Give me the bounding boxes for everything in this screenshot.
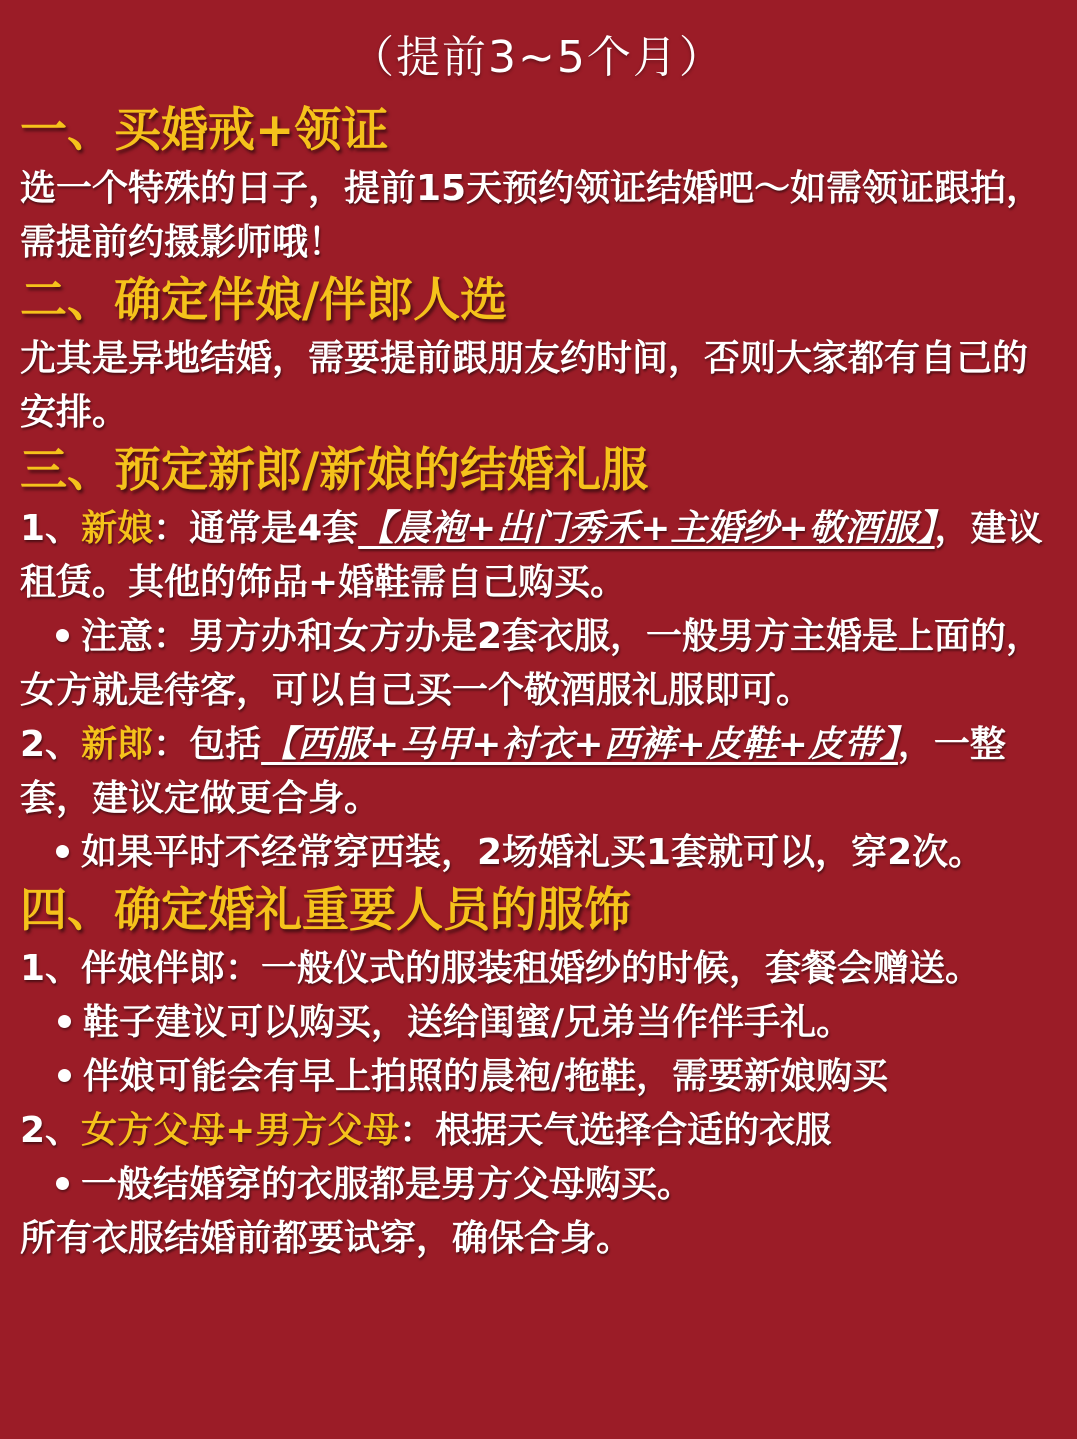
bullet-dot-icon [58,1069,71,1082]
section-heading-3: 三、预定新郎/新娘的结婚礼服 [20,443,649,498]
robe-bullet-text: 伴娘可能会有早上拍照的晨袍/拖鞋，需要新娘购买 [83,1056,889,1097]
shoes-bullet [20,996,1055,1050]
bullet-dot-icon [58,1015,71,1028]
section-heading-4: 四、确定婚礼重要人员的服饰 [20,883,631,938]
groom-outfit-list: 【西服+马甲+衬衣+西裤+皮鞋+皮带】 [261,724,898,765]
groom-item-prefix: 2、 [20,724,82,765]
robe-bullet [20,1050,1055,1104]
parents-label: 女方父母+男方父母 [81,1110,400,1151]
groom-label: 新郎 [81,724,154,765]
parents-bullet [20,1158,1055,1212]
section-heading-1: 一、买婚戒+领证 [20,103,389,158]
bullet-dot-icon [56,845,69,858]
parents-item-prefix: 2、 [20,1110,82,1151]
bride-note-text: 注意：男方办和女方办是2套衣服，一般男方主婚是上面的，女方就是待客，可以自己买一个敬酒服礼服即可。 [20,616,1043,711]
bride-item-prefix: 1、 [20,508,82,549]
parents-item [20,1104,1055,1158]
groom-item-mid: ：包括 [153,724,262,765]
bride-note-bullet [20,610,1055,718]
groom-note-text: 如果平时不经常穿西装，2场婚礼买1套就可以，穿2次。 [81,832,985,873]
bride-attire-item [20,502,1055,610]
bridesmaid-groomsman-item: 1、伴娘伴郎：一般仪式的服装租婚纱的时候，套餐会赠送。 [20,948,982,989]
page-title: （提前3~5个月） [350,32,725,83]
parents-item-suffix: ：根据天气选择合适的衣服 [399,1110,832,1151]
section-heading-2: 二、确定伴娘/伴郎人选 [20,273,508,328]
bullet-dot-icon [56,629,69,642]
section-2-text: 尤其是异地结婚，需要提前跟朋友约时间，否则大家都有自己的安排。 [20,338,1029,433]
bullet-dot-icon [56,1177,69,1190]
closing-note: 所有衣服结婚前都要试穿，确保合身。 [20,1218,633,1259]
bride-item-mid: ：通常是4套 [153,508,359,549]
bride-label: 新娘 [81,508,154,549]
groom-item-suffix: ，一整套，建议定做更合身。 [20,724,1006,819]
shoes-bullet-text: 鞋子建议可以购买，送给闺蜜/兄弟当作伴手礼。 [83,1002,853,1043]
bride-outfit-list: 【晨袍+出门秀禾+主婚纱+敬酒服】 [358,508,935,549]
groom-note-bullet [20,826,1055,880]
parents-bullet-text: 一般结婚穿的衣服都是男方父母购买。 [81,1164,694,1205]
groom-attire-item [20,718,1055,826]
section-1-text: 选一个特殊的日子，提前15天预约领证结婚吧～如需领证跟拍，需提前约摄影师哦！ [20,168,1043,263]
bride-item-suffix: ，建议租赁。其他的饰品+婚鞋需自己购买。 [20,508,1043,603]
